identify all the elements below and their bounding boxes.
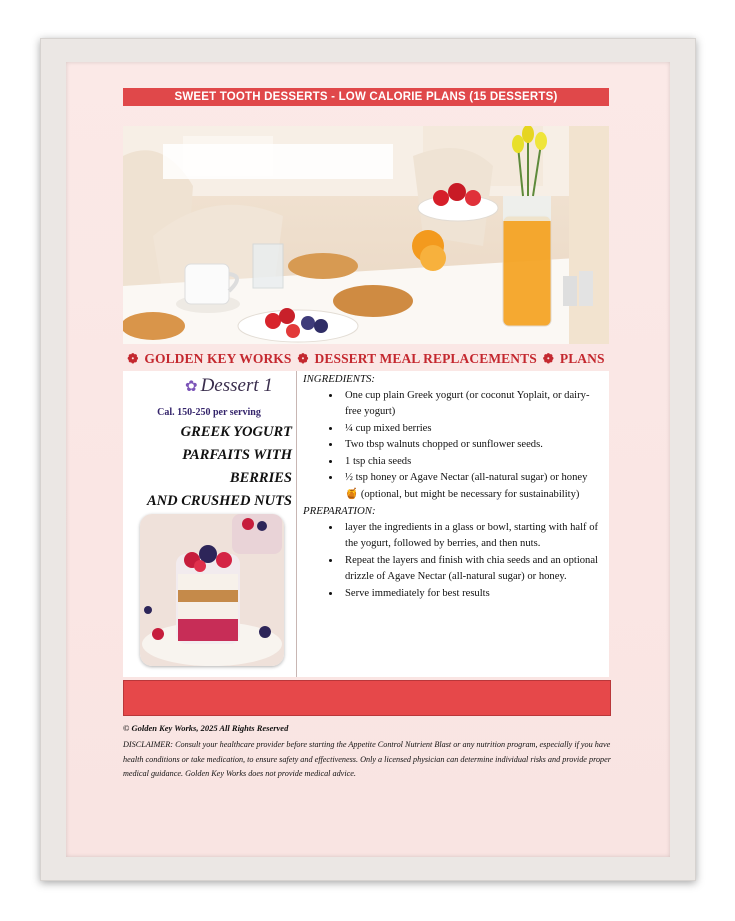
recipe-name-line: BERRIES bbox=[229, 470, 292, 486]
preparation-step: • Repeat the layers and finish with chia seeds and an optional drizzle of Agave Nectar (all-natural sugar) or honey. bbox=[341, 553, 603, 586]
preparation-list bbox=[303, 520, 603, 603]
calories-label: Cal. 150-250 per serving bbox=[157, 407, 261, 418]
recipe-card bbox=[123, 371, 609, 677]
ingredient-item: • Two tbsp walnuts chopped or sunflower seeds. bbox=[341, 437, 603, 454]
brand-dessert-meal-replacements: DESSERT MEAL REPLACEMENTS bbox=[314, 351, 537, 366]
disclaimer-text: DISCLAIMER: Consult your healthcare provider before starting the Appetite Control Nutrient Blast or any nutrition program, especially if you have health conditions or take medication, to ensure safety and effectiveness. Only a licensed physician can determine individual risks and provide proper medical guidance. Golden Key Works does not provide medical advice. bbox=[123, 740, 611, 778]
recipe-name-line: PARFAITS WITH bbox=[182, 447, 292, 463]
recipe-right-column bbox=[303, 371, 603, 677]
preparation-step: • Serve immediately for best results bbox=[341, 586, 603, 603]
recipe-name bbox=[123, 421, 295, 513]
ingredient-item: • ½ tsp honey or Agave Nectar (all-natural sugar) or honey 🍯 (optional, but might be necessary for sustainability) bbox=[341, 470, 603, 503]
recipe-name-line: AND CRUSHED NUTS bbox=[146, 493, 292, 509]
brand-bar bbox=[123, 348, 609, 370]
page-title: SWEET TOOTH DESSERTS - LOW CALORIE PLANS (15 DESSERTS) bbox=[123, 88, 609, 106]
ingredients-list bbox=[303, 388, 603, 504]
recipe-left-column bbox=[123, 371, 296, 677]
ingredient-item: • 1 tsp chia seeds bbox=[341, 454, 603, 471]
red-footer-band bbox=[123, 680, 611, 716]
ingredients-label: INGREDIENTS: bbox=[303, 373, 375, 385]
knot-ornament-icon: ❁ bbox=[542, 351, 554, 366]
preparation-label: PREPARATION: bbox=[303, 505, 376, 517]
parfait-photo bbox=[140, 514, 284, 666]
recipe-name-line: GREEK YOGURT bbox=[180, 424, 292, 440]
flower-icon: ✿ bbox=[185, 379, 198, 395]
dessert-number-text: Dessert 1 bbox=[200, 375, 273, 396]
breakfast-table-photo bbox=[123, 126, 609, 344]
brand-plans: PLANS bbox=[559, 351, 605, 366]
brand-golden-key-works: GOLDEN KEY WORKS bbox=[144, 351, 292, 366]
preparation-step: • layer the ingredients in a glass or bowl, starting with half of the yogurt, followed by berries, and then nuts. bbox=[341, 520, 603, 553]
knot-ornament-icon: ❁ bbox=[127, 351, 139, 366]
column-divider bbox=[296, 371, 297, 677]
copyright-text: © Golden Key Works, 2025 All Rights Reserved bbox=[123, 723, 289, 733]
dessert-number bbox=[185, 375, 273, 397]
knot-ornament-icon: ❁ bbox=[297, 351, 309, 366]
ingredient-item: • One cup plain Greek yogurt (or coconut Yoplait, or dairy-free yogurt) bbox=[341, 388, 603, 421]
ingredient-item: • ¼ cup mixed berries bbox=[341, 421, 603, 438]
